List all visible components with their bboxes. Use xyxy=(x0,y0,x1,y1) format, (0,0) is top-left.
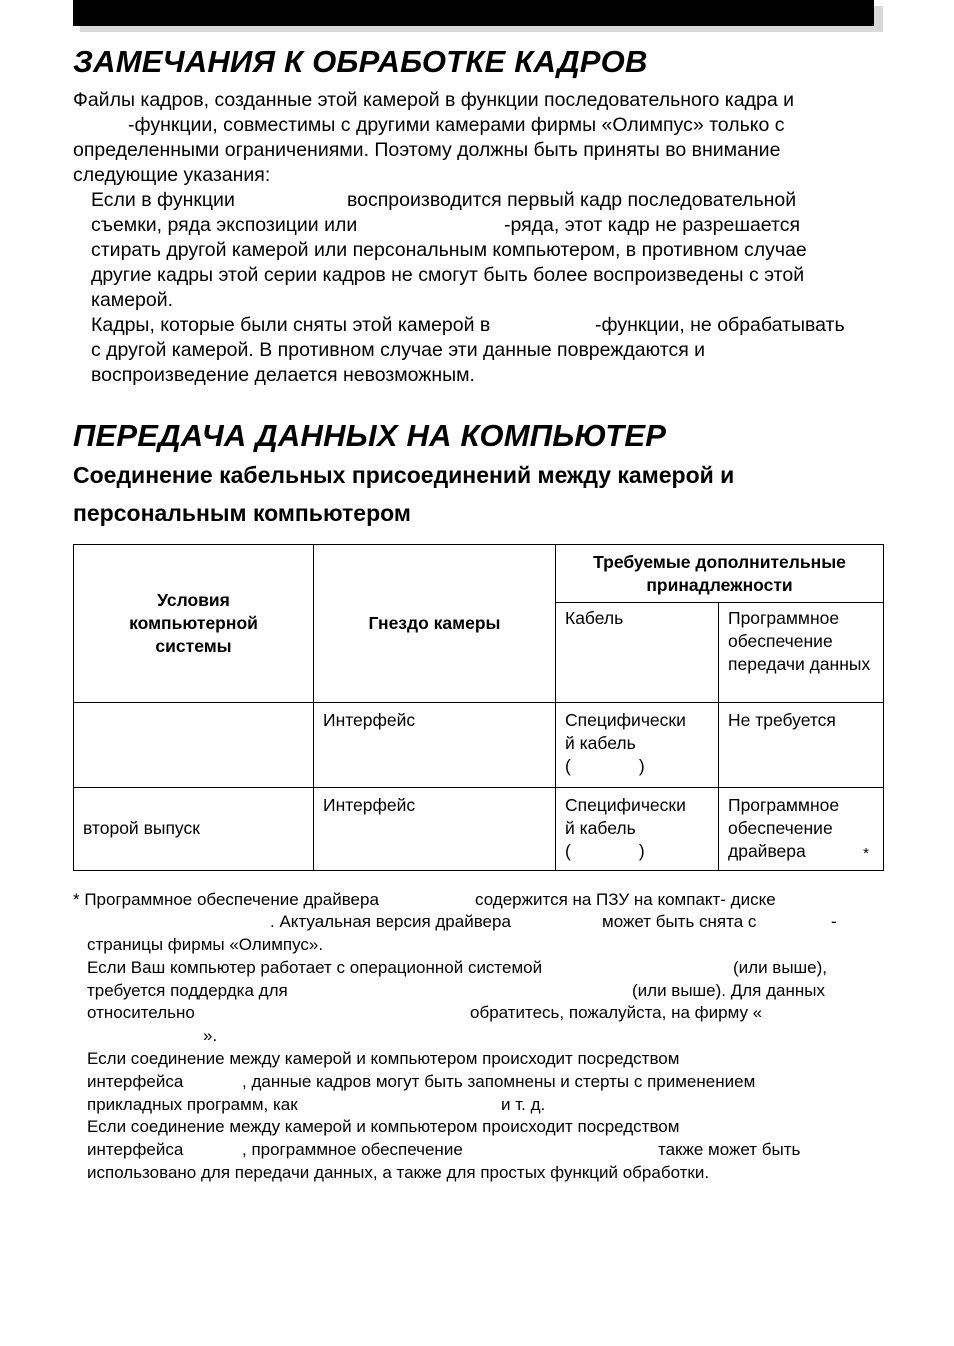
header-bar xyxy=(73,0,874,26)
note-line-1b: содержится на ПЗУ на компакт- диске xyxy=(475,890,776,909)
note-line-3: страницы фирмы «Олимпус». xyxy=(87,935,324,954)
row2-system xyxy=(74,788,314,871)
header-camera-socket-text: Гнездо камеры xyxy=(368,613,501,633)
row2-cable-line3: ( ) xyxy=(565,841,645,861)
row2-cable-line1: Специфически xyxy=(565,795,686,815)
table-row xyxy=(74,703,884,788)
row2-cable-cell xyxy=(556,788,718,865)
intro-line-3: определенными ограничениями. Поэтому должны быть приняты во внимание xyxy=(73,139,781,161)
row2-cable xyxy=(556,788,719,871)
note-line-5b: (или выше). Для данных xyxy=(632,981,825,1000)
note-line-12a: интерфейса xyxy=(87,1140,184,1159)
row1-software-text: Не требуется xyxy=(728,710,836,730)
header-system-conditions-text: Условия компьютерной системы xyxy=(129,590,258,656)
row2-software-text: Программное обеспечение драйвера xyxy=(728,795,840,861)
note-line-6b: обратитесь, пожалуйста, на фирму « xyxy=(470,1003,763,1022)
note-line-12b: , программное обеспечение xyxy=(242,1140,463,1159)
row2-socket xyxy=(314,788,556,871)
header-camera-socket xyxy=(314,545,556,703)
header-system-conditions xyxy=(74,545,314,703)
row2-software xyxy=(719,788,884,871)
note-line-2a: . Актуальная версия драйвера xyxy=(270,912,511,931)
bullet1-line-a-left: Если в функции xyxy=(91,189,235,211)
note-line-5a: требуется поддердка для xyxy=(87,981,288,1000)
note-line-7: ». xyxy=(203,1026,218,1045)
note-line-13: использовано для передачи данных, а также для простых функций обработки. xyxy=(87,1163,710,1182)
row2-system-text: второй выпуск xyxy=(83,817,200,838)
bullet1-line-d: другие кадры этой серии кадров не смогут быть более воспроизведены с этой xyxy=(91,264,805,286)
header-cable-text: Кабель xyxy=(565,608,624,628)
note-line-9b: , данные кадров могут быть запомнены и стерты с применением xyxy=(242,1072,756,1091)
note-line-4a: Если Ваш компьютер работает с операционной системой xyxy=(87,958,543,977)
row1-socket-text: Интерфейс xyxy=(323,710,416,730)
intro-line-2: -функции, совместимы с другими камерами фирмы «Олимпус» только с xyxy=(128,114,785,136)
note-line-8: Если соединение между камерой и компьютером происходит посредством xyxy=(87,1049,680,1068)
row2-socket-text: Интерфейс xyxy=(323,795,416,815)
header-software xyxy=(719,603,884,703)
row1-cable-line3: ( ) xyxy=(565,756,645,776)
bullet2-line-a-right: -функции, не обрабатывать xyxy=(595,314,845,336)
row1-system xyxy=(74,703,314,788)
bullet1-line-b-right: -ряда, этот кадр не разрешается xyxy=(504,214,801,236)
subtitle-line-1: Соединение кабельных присоединений между камерой и xyxy=(73,462,735,488)
connection-table xyxy=(73,544,884,871)
bullet1-line-e: камерой. xyxy=(91,289,174,311)
bullet1-line-b-left: съемки, ряда экспозиции или xyxy=(91,214,358,236)
intro-line-4: следующие указания: xyxy=(73,164,271,186)
bullet2-line-a-left: Кадры, которые были сняты этой камерой в xyxy=(91,314,491,336)
row1-software xyxy=(719,703,884,788)
note-line-9a: интерфейса xyxy=(87,1072,184,1091)
row1-cable-line1: Специфически xyxy=(565,710,686,730)
row1-cable-cell xyxy=(556,703,718,780)
bullet2-line-b: с другой камерой. В противном случае эти данные повреждаются и xyxy=(91,339,706,361)
section-title-data-transfer: ПЕРЕДАЧА ДАННЫХ НА КОМПЬЮТЕР xyxy=(73,418,667,453)
note-line-4b: (или выше), xyxy=(733,958,828,977)
header-required-accessories xyxy=(556,545,884,603)
bullet2-line-c: воспроизведение делается невозможным. xyxy=(91,364,475,386)
row2-software-footnote-mark: * xyxy=(863,845,870,862)
note-line-10b: и т. д. xyxy=(501,1095,546,1114)
header-software-text: Программное обеспечение передачи данных xyxy=(728,608,871,674)
table-row xyxy=(74,788,884,871)
note-line-11: Если соединение между камерой и компьютером происходит посредством xyxy=(87,1117,680,1136)
note-line-12c: также может быть xyxy=(658,1140,801,1159)
section-title-frame-processing: ЗАМЕЧАНИЯ К ОБРАБОТКЕ КАДРОВ xyxy=(73,44,648,79)
row2-cable-line2: й кабель xyxy=(565,818,636,838)
intro-line-1: Файлы кадров, созданные этой камерой в функции последовательного кадра и xyxy=(73,89,794,111)
header-cable xyxy=(556,603,719,703)
row1-socket xyxy=(314,703,556,788)
row1-cable-line2: й кабель xyxy=(565,733,636,753)
row1-cable xyxy=(556,703,719,788)
note-line-6a: относительно xyxy=(87,1003,195,1022)
bullet1-line-c: стирать другой камерой или персональным компьютером, в противном случае xyxy=(91,239,807,261)
header-required-accessories-text: Требуемые дополнительные принадлежности xyxy=(593,551,846,595)
note-line-1: * Программное обеспечение драйвера xyxy=(73,890,379,909)
note-line-2c: - xyxy=(831,912,837,931)
subtitle-line-2: персональным компьютером xyxy=(73,500,411,526)
note-line-10a: прикладных программ, как xyxy=(87,1095,298,1114)
bullet1-line-a-right: воспроизводится первый кадр последовательной xyxy=(347,189,797,211)
row1-system-text xyxy=(74,703,313,711)
note-line-2b: может быть снята с xyxy=(602,912,757,931)
